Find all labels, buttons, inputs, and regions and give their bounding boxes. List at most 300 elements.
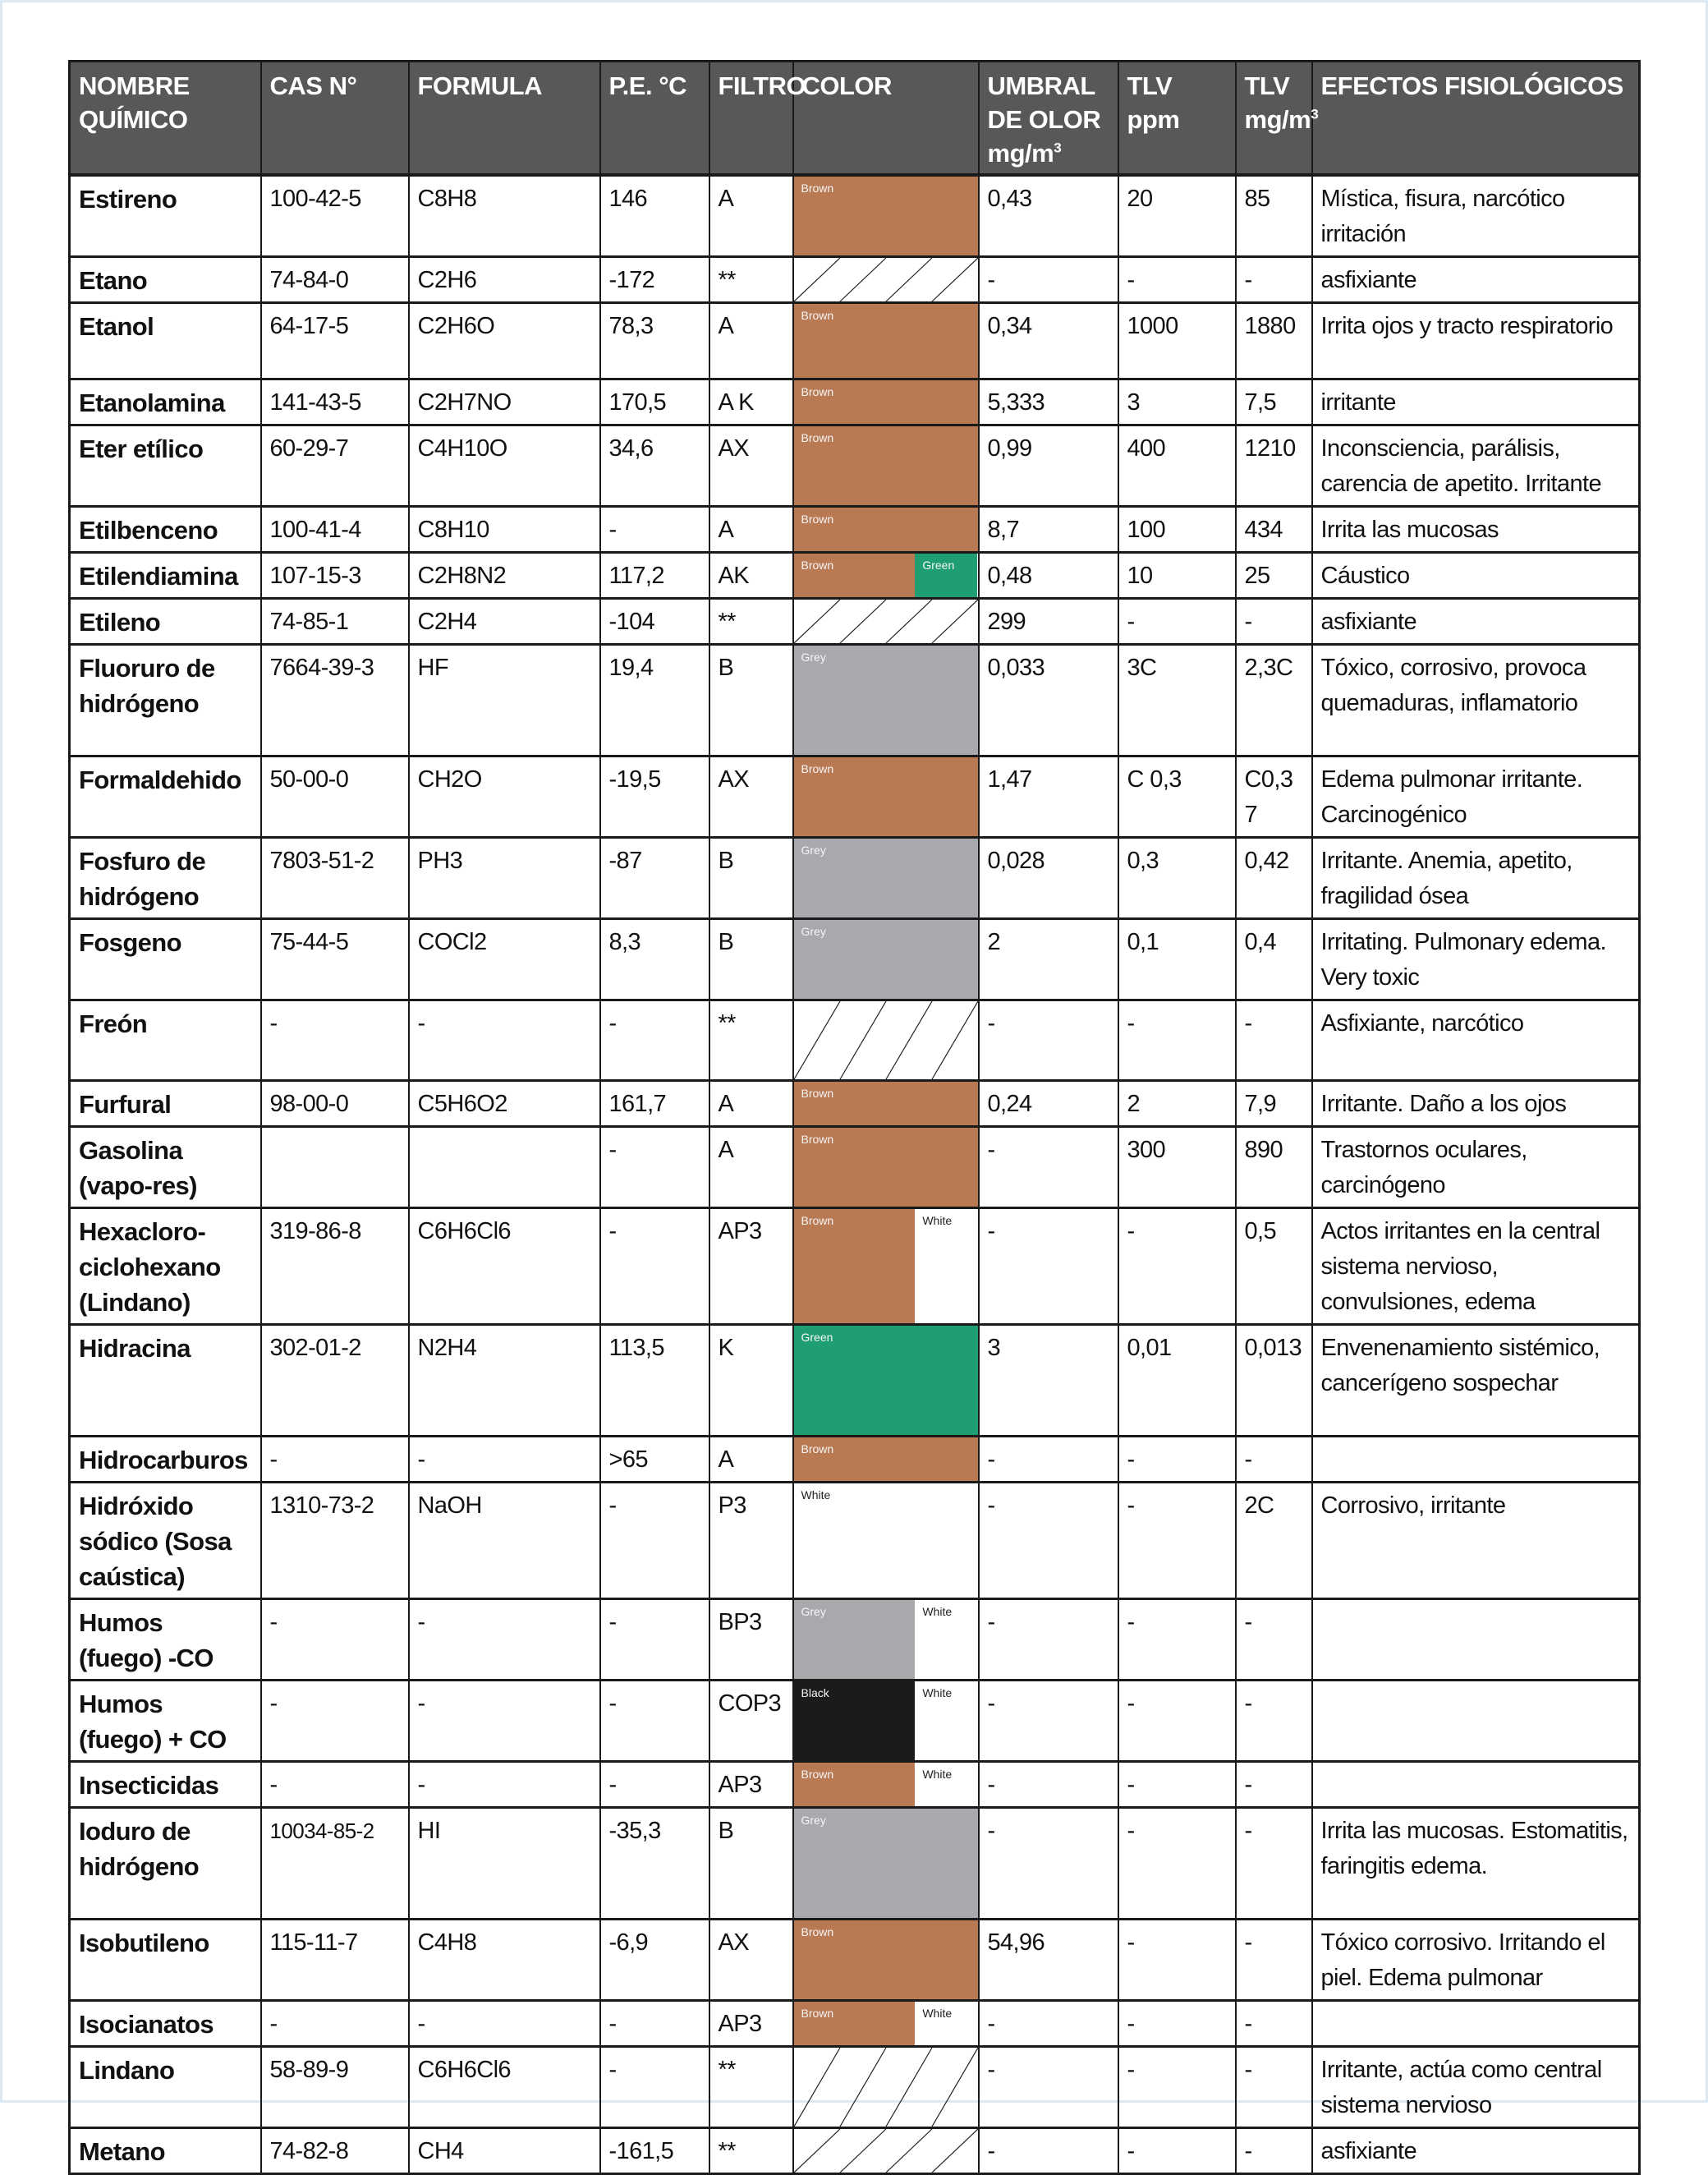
table-row (70, 379, 1640, 425)
table-row (70, 1081, 1640, 1127)
swatch-label: Brown (801, 513, 834, 526)
table-row (70, 2001, 1640, 2047)
cell-cas: 7664-39-3 (261, 645, 409, 756)
cell-efectos: Mística, fisura, narcótico irritación (1312, 175, 1640, 257)
cell-umbral: - (979, 2001, 1118, 2047)
filter-color-swatch (794, 380, 978, 424)
cell-nombre: Etanolamina (70, 379, 261, 425)
table-row (70, 175, 1640, 257)
cell-cas: 50-00-0 (261, 756, 409, 838)
cell-formula: C4H10O (409, 425, 600, 507)
cell-efectos (1312, 1437, 1640, 1483)
cell-filtro: AX (709, 425, 793, 507)
cell-tlv-ppm: 1000 (1118, 303, 1236, 379)
table-header (70, 62, 1640, 176)
cell-color (793, 303, 979, 379)
swatch-label: Brown (801, 431, 834, 444)
cell-tlv-ppm: 3C (1118, 645, 1236, 756)
cell-filtro: ** (709, 257, 793, 303)
cell-pe: - (600, 507, 709, 553)
filter-color-swatch (794, 1763, 916, 1806)
cell-tlv-mg: - (1236, 1808, 1312, 1920)
filter-color-swatch (794, 839, 978, 917)
cell-nombre: Etilbenceno (70, 507, 261, 553)
cell-color (793, 838, 979, 919)
cell-formula: - (409, 1762, 600, 1808)
cell-cas: 100-41-4 (261, 507, 409, 553)
swatch-label: Brown (801, 2007, 834, 2020)
filter-color-swatch (794, 757, 978, 836)
cell-umbral: 0,033 (979, 645, 1118, 756)
filter-color-swatch (794, 1437, 978, 1481)
cell-efectos: Irrita ojos y tracto respiratorio (1312, 303, 1640, 379)
filter-color-swatch (794, 426, 978, 505)
cell-filtro: COP3 (709, 1681, 793, 1762)
cell-efectos: Inconsciencia, parálisis, carencia de apetito. Irritante (1312, 425, 1640, 507)
cell-color (793, 2047, 979, 2128)
filter-color-swatch (915, 1600, 977, 1679)
swatch-label: Brown (801, 559, 834, 572)
cell-color (793, 1081, 979, 1127)
swatch-label: White (922, 1214, 953, 1227)
cell-tlv-ppm: 400 (1118, 425, 1236, 507)
cell-umbral: - (979, 2128, 1118, 2174)
cell-filtro: P3 (709, 1483, 793, 1599)
cell-efectos: Trastornos oculares, carcinógeno (1312, 1127, 1640, 1208)
cell-umbral: 0,43 (979, 175, 1118, 257)
cell-tlv-mg: - (1236, 1681, 1312, 1762)
cell-tlv-ppm: - (1118, 2047, 1236, 2128)
cell-cas: 141-43-5 (261, 379, 409, 425)
cell-pe: 170,5 (600, 379, 709, 425)
cell-umbral: - (979, 1437, 1118, 1483)
header-tlv-ppm: TLV ppm (1118, 62, 1236, 176)
filter-color-swatch (794, 1209, 916, 1323)
cell-pe: >65 (600, 1437, 709, 1483)
cell-umbral: 5,333 (979, 379, 1118, 425)
swatch-label: Brown (801, 1214, 834, 1227)
filter-color-swatch (915, 2002, 977, 2045)
cell-pe: -104 (600, 599, 709, 645)
cell-pe: 146 (600, 175, 709, 257)
cell-color (793, 553, 979, 599)
table-row (70, 303, 1640, 379)
cell-efectos: Actos irritantes en la central sistema nervioso, convulsiones, edema (1312, 1208, 1640, 1325)
cell-pe: - (600, 1208, 709, 1325)
cell-tlv-ppm: - (1118, 1599, 1236, 1681)
cell-efectos: Envenenamiento sistémico, cancerígeno sospechar (1312, 1325, 1640, 1437)
swatch-label: Brown (801, 309, 834, 322)
cell-tlv-mg: 1210 (1236, 425, 1312, 507)
header-filtro: FILTRO (709, 62, 793, 176)
cell-pe: - (600, 2001, 709, 2047)
swatch-label: Brown (801, 385, 834, 398)
cell-tlv-mg: 2C (1236, 1483, 1312, 1599)
cell-umbral: - (979, 1208, 1118, 1325)
filter-color-swatch (794, 304, 978, 378)
cell-tlv-mg: 0,4 (1236, 919, 1312, 1000)
cell-tlv-ppm: - (1118, 1208, 1236, 1325)
table-row (70, 1762, 1640, 1808)
cell-efectos: Cáustico (1312, 553, 1640, 599)
cell-tlv-mg: - (1236, 2128, 1312, 2174)
hatch-pattern-icon (794, 1001, 978, 1079)
cell-filtro: A (709, 303, 793, 379)
header-tlv-mg: TLV $mg/m^3$ (1236, 62, 1312, 176)
cell-nombre: Hidróxido sódico (Sosa caústica) (70, 1483, 261, 1599)
cell-umbral: 3 (979, 1325, 1118, 1437)
cell-color (793, 1208, 979, 1325)
cell-filtro: ** (709, 1000, 793, 1081)
cell-tlv-ppm: - (1118, 1483, 1236, 1599)
cell-formula: C4H8 (409, 1920, 600, 2001)
cell-color (793, 1127, 979, 1208)
cell-formula: C6H6Cl6 (409, 2047, 600, 2128)
cell-formula: C2H4 (409, 599, 600, 645)
cell-tlv-mg: C0,37 (1236, 756, 1312, 838)
swatch-label: Brown (801, 1133, 834, 1146)
filter-color-swatch (794, 508, 978, 551)
hatch-pattern-icon (794, 2129, 978, 2173)
cell-formula: C5H6O2 (409, 1081, 600, 1127)
cell-nombre: Insecticidas (70, 1762, 261, 1808)
swatch-label: Brown (801, 182, 834, 195)
cell-cas: 60-29-7 (261, 425, 409, 507)
cell-formula: C8H8 (409, 175, 600, 257)
cell-cas: 1310-73-2 (261, 1483, 409, 1599)
cell-filtro: K (709, 1325, 793, 1437)
cell-umbral: - (979, 1808, 1118, 1920)
cell-umbral: 54,96 (979, 1920, 1118, 2001)
table-row (70, 1325, 1640, 1437)
cell-cas: 302-01-2 (261, 1325, 409, 1437)
cell-tlv-ppm: - (1118, 599, 1236, 645)
cell-pe: - (600, 1000, 709, 1081)
cell-efectos (1312, 1681, 1640, 1762)
cell-nombre: Etano (70, 257, 261, 303)
cell-color (793, 1000, 979, 1081)
header-formula: FORMULA (409, 62, 600, 176)
cell-nombre: Estireno (70, 175, 261, 257)
cell-nombre: Humos (fuego) + CO (70, 1681, 261, 1762)
cell-efectos: asfixiante (1312, 257, 1640, 303)
cell-filtro: ** (709, 2047, 793, 2128)
table-row (70, 838, 1640, 919)
cell-tlv-ppm: - (1118, 1808, 1236, 1920)
cell-nombre: Etileno (70, 599, 261, 645)
cell-nombre: Furfural (70, 1081, 261, 1127)
cell-formula: - (409, 1000, 600, 1081)
cell-color (793, 1483, 979, 1599)
cell-cas: 98-00-0 (261, 1081, 409, 1127)
cell-umbral: - (979, 257, 1118, 303)
filter-color-swatch (915, 1681, 977, 1760)
cell-pe: 34,6 (600, 425, 709, 507)
cell-efectos: Tóxico, corrosivo, provoca quemaduras, inflamatorio (1312, 645, 1640, 756)
table-row (70, 1599, 1640, 1681)
cell-cas: 10034-85-2 (261, 1808, 409, 1920)
swatch-label: Grey (801, 651, 826, 664)
filter-color-swatch (794, 554, 916, 597)
cell-pe: - (600, 1127, 709, 1208)
cell-formula: COCl2 (409, 919, 600, 1000)
cell-umbral: 0,48 (979, 553, 1118, 599)
swatch-label: Brown (801, 762, 834, 775)
table-row (70, 599, 1640, 645)
cell-color (793, 919, 979, 1000)
swatch-label: White (922, 1605, 953, 1618)
cell-nombre: Metano (70, 2128, 261, 2174)
cell-cas: 75-44-5 (261, 919, 409, 1000)
cell-formula: C2H6O (409, 303, 600, 379)
cell-formula: - (409, 1437, 600, 1483)
cell-nombre: Ioduro de hidrógeno (70, 1808, 261, 1920)
cell-pe: -172 (600, 257, 709, 303)
header-nombre: NOMBRE QUÍMICO (70, 62, 261, 176)
header-umbral: UMBRAL DE OLOR $mg/m^3$ (979, 62, 1118, 176)
cell-tlv-mg: 25 (1236, 553, 1312, 599)
cell-cas: 74-84-0 (261, 257, 409, 303)
cell-formula (409, 1127, 600, 1208)
cell-nombre: Fosgeno (70, 919, 261, 1000)
cell-tlv-ppm: - (1118, 1437, 1236, 1483)
cell-tlv-mg: - (1236, 2047, 1312, 2128)
cell-color (793, 1437, 979, 1483)
cell-color (793, 599, 979, 645)
table-row (70, 1127, 1640, 1208)
cell-filtro: AX (709, 1920, 793, 2001)
cell-cas: 107-15-3 (261, 553, 409, 599)
cell-filtro: BP3 (709, 1599, 793, 1681)
cell-nombre: Fluoruro de hidrógeno (70, 645, 261, 756)
cell-cas: - (261, 1599, 409, 1681)
table-row (70, 1808, 1640, 1920)
hatch-pattern-icon (794, 600, 978, 643)
cell-filtro: B (709, 919, 793, 1000)
chemical-table (68, 60, 1641, 2175)
cell-formula: C2H7NO (409, 379, 600, 425)
cell-efectos: Edema pulmonar irritante. Carcinogénico (1312, 756, 1640, 838)
cell-tlv-ppm: - (1118, 1920, 1236, 2001)
filter-color-swatch (794, 920, 978, 999)
cell-tlv-ppm: 20 (1118, 175, 1236, 257)
swatch-label: White (801, 1488, 831, 1501)
cell-formula: C6H6Cl6 (409, 1208, 600, 1325)
cell-tlv-mg: 0,5 (1236, 1208, 1312, 1325)
cell-color (793, 425, 979, 507)
cell-filtro: B (709, 838, 793, 919)
header-color: COLOR (793, 62, 979, 176)
table-body (70, 175, 1640, 2174)
filter-color-swatch (794, 1920, 978, 1999)
cell-cas: 115-11-7 (261, 1920, 409, 2001)
cell-tlv-ppm: 10 (1118, 553, 1236, 599)
swatch-label: Grey (801, 844, 826, 857)
filter-color-swatch (794, 1681, 916, 1760)
cell-color (793, 1808, 979, 1920)
cell-filtro: AP3 (709, 1208, 793, 1325)
cell-cas: - (261, 1681, 409, 1762)
table-row (70, 1681, 1640, 1762)
cell-color (793, 756, 979, 838)
cell-formula: - (409, 1681, 600, 1762)
cell-umbral: 1,47 (979, 756, 1118, 838)
hatch-pattern-icon (794, 2048, 978, 2127)
cell-umbral: - (979, 2047, 1118, 2128)
cell-cas: 7803-51-2 (261, 838, 409, 919)
cell-pe: - (600, 2047, 709, 2128)
cell-tlv-ppm: - (1118, 257, 1236, 303)
table-row (70, 1920, 1640, 2001)
cell-tlv-mg: - (1236, 1920, 1312, 2001)
cell-efectos: Irritating. Pulmonary edema. Very toxic (1312, 919, 1640, 1000)
table-row (70, 2128, 1640, 2174)
cell-filtro: A (709, 175, 793, 257)
table-row (70, 1437, 1640, 1483)
swatch-label: Grey (801, 1605, 826, 1618)
cell-cas: 74-85-1 (261, 599, 409, 645)
table-row (70, 553, 1640, 599)
filter-color-swatch (915, 554, 977, 597)
cell-cas: - (261, 1762, 409, 1808)
cell-nombre: Hexacloro-ciclohexano (Lindano) (70, 1208, 261, 1325)
table-row (70, 425, 1640, 507)
cell-nombre: Formaldehido (70, 756, 261, 838)
cell-tlv-ppm: 0,01 (1118, 1325, 1236, 1437)
cell-formula: CH4 (409, 2128, 600, 2174)
cell-nombre: Isocianatos (70, 2001, 261, 2047)
cell-nombre: Humos (fuego) -CO (70, 1599, 261, 1681)
cell-color (793, 645, 979, 756)
cell-formula: - (409, 1599, 600, 1681)
cell-nombre: Isobutileno (70, 1920, 261, 2001)
cell-tlv-mg: 0,013 (1236, 1325, 1312, 1437)
cell-efectos: Corrosivo, irritante (1312, 1483, 1640, 1599)
cell-nombre: Etanol (70, 303, 261, 379)
cell-efectos (1312, 1599, 1640, 1681)
cell-umbral: 0,34 (979, 303, 1118, 379)
cell-efectos: Irritante. Daño a los ojos (1312, 1081, 1640, 1127)
cell-color (793, 175, 979, 257)
cell-tlv-mg: 7,5 (1236, 379, 1312, 425)
table-row (70, 1000, 1640, 1081)
swatch-label: White (922, 1686, 953, 1699)
table-row (70, 257, 1640, 303)
swatch-label: Grey (801, 1814, 826, 1827)
cell-formula: CH2O (409, 756, 600, 838)
cell-formula: NaOH (409, 1483, 600, 1599)
cell-nombre: Hidrocarburos (70, 1437, 261, 1483)
cell-filtro: B (709, 1808, 793, 1920)
table-row (70, 2047, 1640, 2128)
cell-tlv-ppm: C 0,3 (1118, 756, 1236, 838)
cell-efectos: Irrita las mucosas. Estomatitis, faringitis edema. (1312, 1808, 1640, 1920)
cell-tlv-ppm: 2 (1118, 1081, 1236, 1127)
table-row (70, 1483, 1640, 1599)
cell-tlv-mg: 85 (1236, 175, 1312, 257)
cell-tlv-mg: - (1236, 1000, 1312, 1081)
table-row (70, 756, 1640, 838)
cell-filtro: A (709, 1437, 793, 1483)
cell-umbral: - (979, 1681, 1118, 1762)
cell-tlv-ppm: - (1118, 1762, 1236, 1808)
cell-filtro: AP3 (709, 2001, 793, 2047)
table-row (70, 1208, 1640, 1325)
cell-tlv-ppm: 3 (1118, 379, 1236, 425)
cell-tlv-mg: 890 (1236, 1127, 1312, 1208)
cell-cas: - (261, 1437, 409, 1483)
cell-tlv-ppm: 0,3 (1118, 838, 1236, 919)
cell-umbral: 8,7 (979, 507, 1118, 553)
cell-nombre: Eter etílico (70, 425, 261, 507)
cell-pe: - (600, 1681, 709, 1762)
cell-filtro: ** (709, 2128, 793, 2174)
cell-umbral: 0,99 (979, 425, 1118, 507)
header-efectos: EFECTOS FISIOLÓGICOS (1312, 62, 1640, 176)
swatch-label: Green (922, 559, 955, 572)
cell-pe: 117,2 (600, 553, 709, 599)
cell-tlv-ppm: - (1118, 2001, 1236, 2047)
cell-tlv-mg: - (1236, 2001, 1312, 2047)
cell-color (793, 2128, 979, 2174)
filter-color-swatch (794, 1483, 978, 1598)
swatch-label: White (922, 2007, 953, 2020)
cell-filtro: A (709, 507, 793, 553)
cell-formula: N2H4 (409, 1325, 600, 1437)
cell-pe: 78,3 (600, 303, 709, 379)
cell-tlv-ppm: 300 (1118, 1127, 1236, 1208)
cell-umbral: 0,24 (979, 1081, 1118, 1127)
table-row (70, 507, 1640, 553)
cell-filtro: AK (709, 553, 793, 599)
cell-cas: 64-17-5 (261, 303, 409, 379)
cell-efectos (1312, 2001, 1640, 2047)
filter-color-swatch (794, 646, 978, 755)
table-row (70, 645, 1640, 756)
cell-efectos: Irritante. Anemia, apetito, fragilidad ósea (1312, 838, 1640, 919)
cell-umbral: - (979, 1599, 1118, 1681)
cell-filtro: B (709, 645, 793, 756)
cell-pe: - (600, 1762, 709, 1808)
cell-tlv-mg: - (1236, 257, 1312, 303)
cell-color (793, 1599, 979, 1681)
filter-color-swatch (915, 1763, 977, 1806)
cell-umbral: 2 (979, 919, 1118, 1000)
cell-pe: -19,5 (600, 756, 709, 838)
swatch-label: Brown (801, 1768, 834, 1781)
cell-pe: - (600, 1483, 709, 1599)
cell-color (793, 1762, 979, 1808)
cell-tlv-mg: - (1236, 1762, 1312, 1808)
cell-formula: HI (409, 1808, 600, 1920)
cell-pe: -161,5 (600, 2128, 709, 2174)
cell-pe: -35,3 (600, 1808, 709, 1920)
filter-color-swatch (794, 2002, 916, 2045)
cell-tlv-mg: 434 (1236, 507, 1312, 553)
filter-color-swatch (794, 1809, 978, 1918)
cell-pe: 8,3 (600, 919, 709, 1000)
header-cas: CAS N° (261, 62, 409, 176)
filter-color-swatch (915, 1209, 977, 1323)
cell-filtro: A (709, 1081, 793, 1127)
hatch-pattern-icon (794, 258, 978, 301)
cell-pe: - (600, 1599, 709, 1681)
cell-umbral: 299 (979, 599, 1118, 645)
cell-tlv-ppm: 100 (1118, 507, 1236, 553)
cell-tlv-mg: 2,3C (1236, 645, 1312, 756)
cell-filtro: A K (709, 379, 793, 425)
cell-efectos: Asfixiante, narcótico (1312, 1000, 1640, 1081)
